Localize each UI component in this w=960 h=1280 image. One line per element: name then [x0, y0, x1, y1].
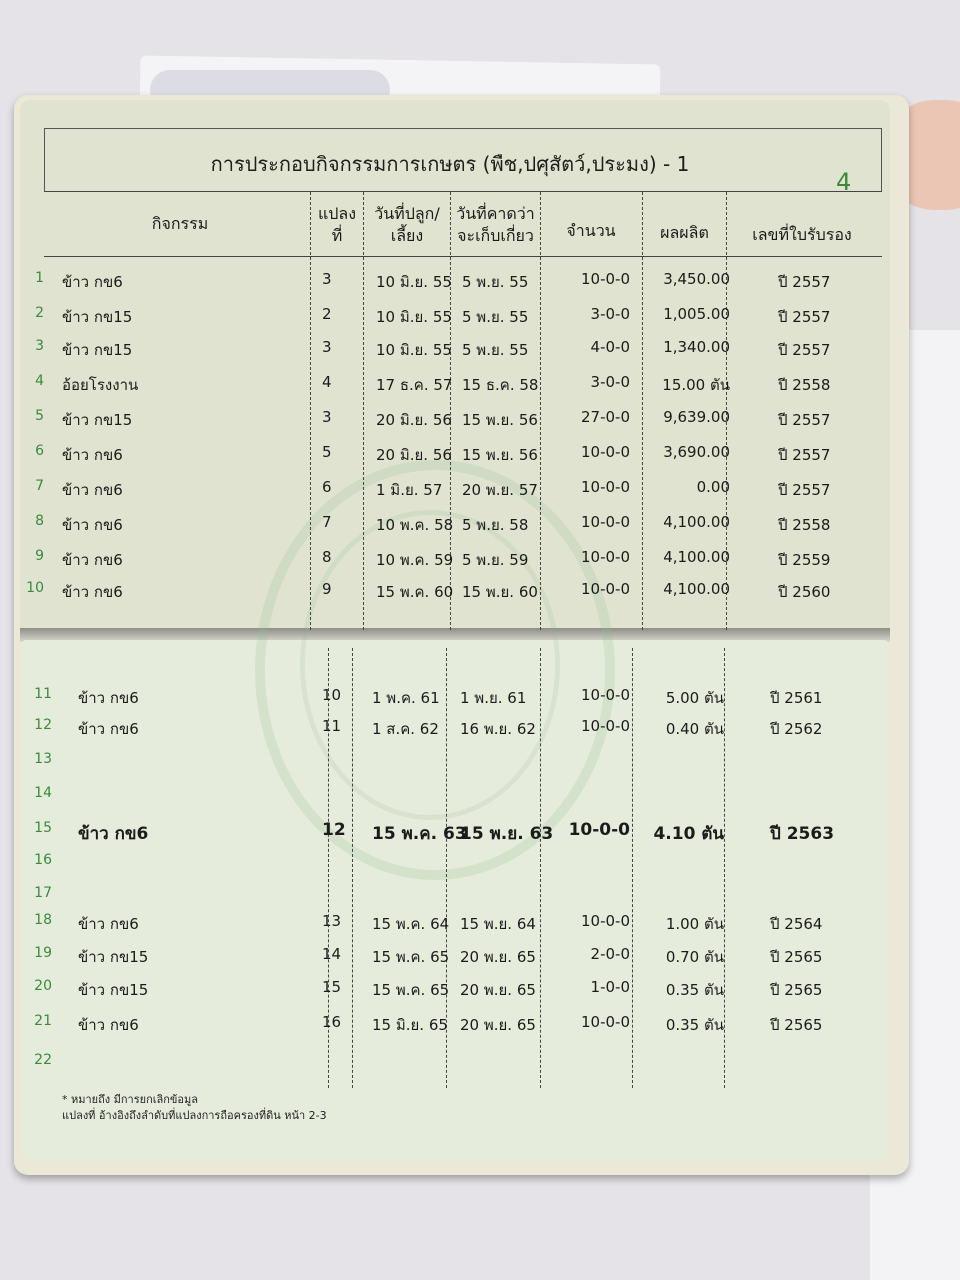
cell-yield: 4,100.00	[663, 548, 730, 566]
cell-harvest-date: 15 ธ.ค. 58	[462, 376, 539, 394]
cell-cert-year: ปี 2557	[778, 481, 831, 499]
cell-harvest-date: 20 พ.ย. 65	[460, 948, 536, 966]
cell-yield: 1,340.00	[663, 338, 730, 356]
cell-activity: ข้าว กข6	[62, 551, 123, 569]
row-number: 13	[34, 751, 52, 767]
row-number: 7	[35, 478, 44, 494]
cell-harvest-date: 5 พ.ย. 59	[462, 551, 529, 569]
row-number: 1	[35, 270, 44, 286]
cell-cert-year: ปี 2565	[770, 948, 823, 966]
header-plot-line2: ที่	[331, 226, 343, 245]
row-number: 20	[34, 978, 52, 994]
row-number: 21	[34, 1013, 52, 1029]
cell-plant-date: 1 ส.ค. 62	[372, 720, 439, 738]
cell-yield: 0.70 ตัน	[665, 948, 724, 966]
cell-amount: 10-0-0	[581, 912, 630, 930]
cell-plot: 9	[322, 580, 332, 598]
cell-plot: 11	[322, 717, 342, 735]
cell-plot: 3	[322, 408, 332, 426]
cell-yield: 15.00 ตัน	[662, 376, 730, 394]
cell-amount: 10-0-0	[581, 513, 630, 531]
cell-plant-date: 15 พ.ค. 64	[372, 915, 450, 933]
column-divider	[310, 192, 311, 630]
cell-yield: 1,005.00	[663, 305, 730, 323]
cell-cert-year: ปี 2557	[778, 273, 831, 291]
cell-cert-year: ปี 2560	[778, 583, 831, 601]
footnote-plot-reference: แปลงที่ อ้างอิงถึงลำดับที่แปลงการถือครองที่ดิน หน้า 2-3	[62, 1109, 327, 1122]
cell-plot: 8	[322, 548, 332, 566]
cell-cert-year: ปี 2563	[770, 824, 835, 844]
cell-cert-year: ปี 2558	[778, 376, 831, 394]
cell-amount: 1-0-0	[590, 978, 630, 996]
cell-yield: 4,100.00	[663, 513, 730, 531]
cell-harvest-date: 15 พ.ย. 60	[462, 583, 538, 601]
cell-cert-year: ปี 2565	[770, 1016, 823, 1034]
cell-plot: 14	[322, 945, 342, 963]
cell-cert-year: ปี 2557	[778, 411, 831, 429]
cell-activity: ข้าว กข15	[62, 341, 133, 359]
cell-amount: 10-0-0	[581, 548, 630, 566]
cell-plot: 3	[322, 338, 332, 356]
cell-activity: ข้าว กข6	[78, 720, 139, 738]
row-number: 8	[35, 513, 44, 529]
cell-plant-date: 1 มิ.ย. 57	[376, 481, 443, 499]
cell-yield: 1.00 ตัน	[665, 915, 724, 933]
cell-amount: 10-0-0	[581, 443, 630, 461]
column-divider	[540, 648, 541, 1088]
row-number: 16	[34, 852, 52, 868]
cell-amount: 10-0-0	[581, 686, 630, 704]
cell-plant-date: 17 ธ.ค. 57	[376, 376, 453, 394]
row-number: 14	[34, 785, 52, 801]
cell-activity: ข้าว กข6	[62, 446, 123, 464]
cell-plot: 13	[322, 912, 342, 930]
page-number: 4	[836, 168, 852, 196]
cell-yield: 3,450.00	[663, 270, 730, 288]
header-bottom-rule	[44, 256, 882, 257]
cell-amount: 10-0-0	[568, 820, 630, 840]
row-number: 3	[35, 338, 44, 354]
cell-activity: ข้าว กข15	[78, 948, 149, 966]
header-top-rule	[44, 191, 882, 192]
cell-activity: ข้าว กข6	[78, 824, 149, 844]
row-number: 11	[34, 686, 52, 702]
cell-harvest-date: 20 พ.ย. 65	[460, 1016, 536, 1034]
cell-activity: ข้าว กข15	[62, 411, 133, 429]
cell-activity: ข้าว กข6	[62, 481, 123, 499]
cell-cert-year: ปี 2562	[770, 720, 823, 738]
cell-harvest-date: 20 พ.ย. 57	[462, 481, 538, 499]
cell-plant-date: 20 มิ.ย. 56	[376, 446, 452, 464]
cell-yield: 4.10 ตัน	[653, 824, 724, 844]
cell-plant-date: 15 พ.ค. 60	[376, 583, 454, 601]
cell-activity: ข้าว กข6	[78, 1016, 139, 1034]
header-plant-line2: เลี้ยง	[390, 226, 424, 245]
cell-activity: ข้าว กข6	[78, 915, 139, 933]
cell-amount: 10-0-0	[581, 478, 630, 496]
cell-activity: ข้าว กข6	[62, 516, 123, 534]
cell-plot: 7	[322, 513, 332, 531]
row-number: 5	[35, 408, 44, 424]
cell-plant-date: 20 มิ.ย. 56	[376, 411, 452, 429]
cell-amount: 4-0-0	[590, 338, 630, 356]
cell-cert-year: ปี 2558	[778, 516, 831, 534]
cell-cert-year: ปี 2565	[770, 981, 823, 999]
row-number: 19	[34, 945, 52, 961]
row-number: 22	[34, 1052, 52, 1068]
cell-activity: ข้าว กข6	[62, 583, 123, 601]
cell-amount: 10-0-0	[581, 1013, 630, 1031]
cell-yield: 9,639.00	[663, 408, 730, 426]
cell-yield: 0.40 ตัน	[665, 720, 724, 738]
cell-amount: 3-0-0	[590, 305, 630, 323]
cell-activity: อ้อยโรงงาน	[62, 376, 139, 394]
cell-cert-year: ปี 2557	[778, 308, 831, 326]
cell-activity: ข้าว กข6	[62, 273, 123, 291]
cell-plant-date: 1 พ.ค. 61	[372, 689, 440, 707]
cell-plot: 3	[322, 270, 332, 288]
cell-plant-date: 15 พ.ค. 63	[372, 824, 467, 844]
header-amount: จำนวน	[566, 221, 616, 240]
cell-amount: 3-0-0	[590, 373, 630, 391]
column-divider	[363, 192, 364, 630]
cell-plot: 5	[322, 443, 332, 461]
cell-yield: 0.35 ตัน	[665, 981, 724, 999]
cell-amount: 10-0-0	[581, 717, 630, 735]
row-number: 4	[35, 373, 44, 389]
cell-plant-date: 15 มิ.ย. 65	[372, 1016, 448, 1034]
cell-cert-year: ปี 2557	[778, 341, 831, 359]
cell-activity: ข้าว กข6	[78, 689, 139, 707]
cell-plant-date: 15 พ.ค. 65	[372, 981, 450, 999]
column-divider	[724, 648, 725, 1088]
row-number: 17	[34, 885, 52, 901]
row-number: 2	[35, 305, 44, 321]
cell-amount: 10-0-0	[581, 270, 630, 288]
cell-harvest-date: 16 พ.ย. 62	[460, 720, 536, 738]
cell-plot: 4	[322, 373, 332, 391]
row-number: 6	[35, 443, 44, 459]
cell-yield: 0.00	[696, 478, 730, 496]
row-number: 10	[26, 580, 44, 596]
row-number: 9	[35, 548, 44, 564]
cell-plot: 2	[322, 305, 332, 323]
cell-amount: 2-0-0	[590, 945, 630, 963]
header-yield: ผลผลิต	[660, 223, 709, 242]
row-number: 15	[34, 820, 52, 836]
footnote-cancelled: * หมายถึง มีการยกเลิกข้อมูล	[62, 1093, 199, 1106]
row-number: 18	[34, 912, 52, 928]
cell-yield: 3,690.00	[663, 443, 730, 461]
cell-plant-date: 10 มิ.ย. 55	[376, 273, 452, 291]
cell-yield: 5.00 ตัน	[665, 689, 724, 707]
cell-cert-year: ปี 2564	[770, 915, 823, 933]
cell-cert-year: ปี 2561	[770, 689, 823, 707]
header-cert: เลขที่ใบรับรอง	[752, 225, 852, 244]
cell-harvest-date: 15 พ.ย. 56	[462, 446, 538, 464]
cell-harvest-date: 15 พ.ย. 56	[462, 411, 538, 429]
cell-plot: 15	[322, 978, 342, 996]
header-harvest-line2: จะเก็บเกี่ยว	[457, 226, 534, 245]
cell-activity: ข้าว กข15	[62, 308, 133, 326]
cell-plant-date: 15 พ.ค. 65	[372, 948, 450, 966]
cell-harvest-date: 5 พ.ย. 58	[462, 516, 529, 534]
cell-cert-year: ปี 2559	[778, 551, 831, 569]
cell-plant-date: 10 พ.ค. 58	[376, 516, 454, 534]
header-harvest-line1: วันที่คาดว่า	[456, 204, 535, 223]
cell-cert-year: ปี 2557	[778, 446, 831, 464]
cell-amount: 10-0-0	[581, 580, 630, 598]
column-divider	[642, 192, 643, 630]
cell-plot: 12	[322, 820, 346, 840]
cell-harvest-date: 20 พ.ย. 65	[460, 981, 536, 999]
cell-plant-date: 10 พ.ค. 59	[376, 551, 454, 569]
cell-harvest-date: 15 พ.ย. 64	[460, 915, 536, 933]
header-plot-line1: แปลง	[317, 204, 357, 223]
cell-plot: 10	[322, 686, 342, 704]
cell-harvest-date: 15 พ.ย. 63	[460, 824, 554, 844]
header-plant-line1: วันที่ปลูก/	[374, 204, 440, 223]
column-divider	[632, 648, 633, 1088]
cell-activity: ข้าว กข15	[78, 981, 149, 999]
page-title: การประกอบกิจกรรมการเกษตร (พืช,ปศุสัตว์,ประมง) - 1	[210, 152, 690, 176]
row-number: 12	[34, 717, 52, 733]
cell-plant-date: 10 มิ.ย. 55	[376, 308, 452, 326]
cell-harvest-date: 5 พ.ย. 55	[462, 341, 529, 359]
cell-plot: 16	[322, 1013, 342, 1031]
cell-plot: 6	[322, 478, 332, 496]
cell-harvest-date: 5 พ.ย. 55	[462, 273, 529, 291]
cell-yield: 0.35 ตัน	[665, 1016, 724, 1034]
cell-amount: 27-0-0	[581, 408, 630, 426]
header-activity: กิจกรรม	[151, 214, 209, 233]
cell-harvest-date: 5 พ.ย. 55	[462, 308, 529, 326]
cell-harvest-date: 1 พ.ย. 61	[460, 689, 527, 707]
cell-yield: 4,100.00	[663, 580, 730, 598]
cell-plant-date: 10 มิ.ย. 55	[376, 341, 452, 359]
